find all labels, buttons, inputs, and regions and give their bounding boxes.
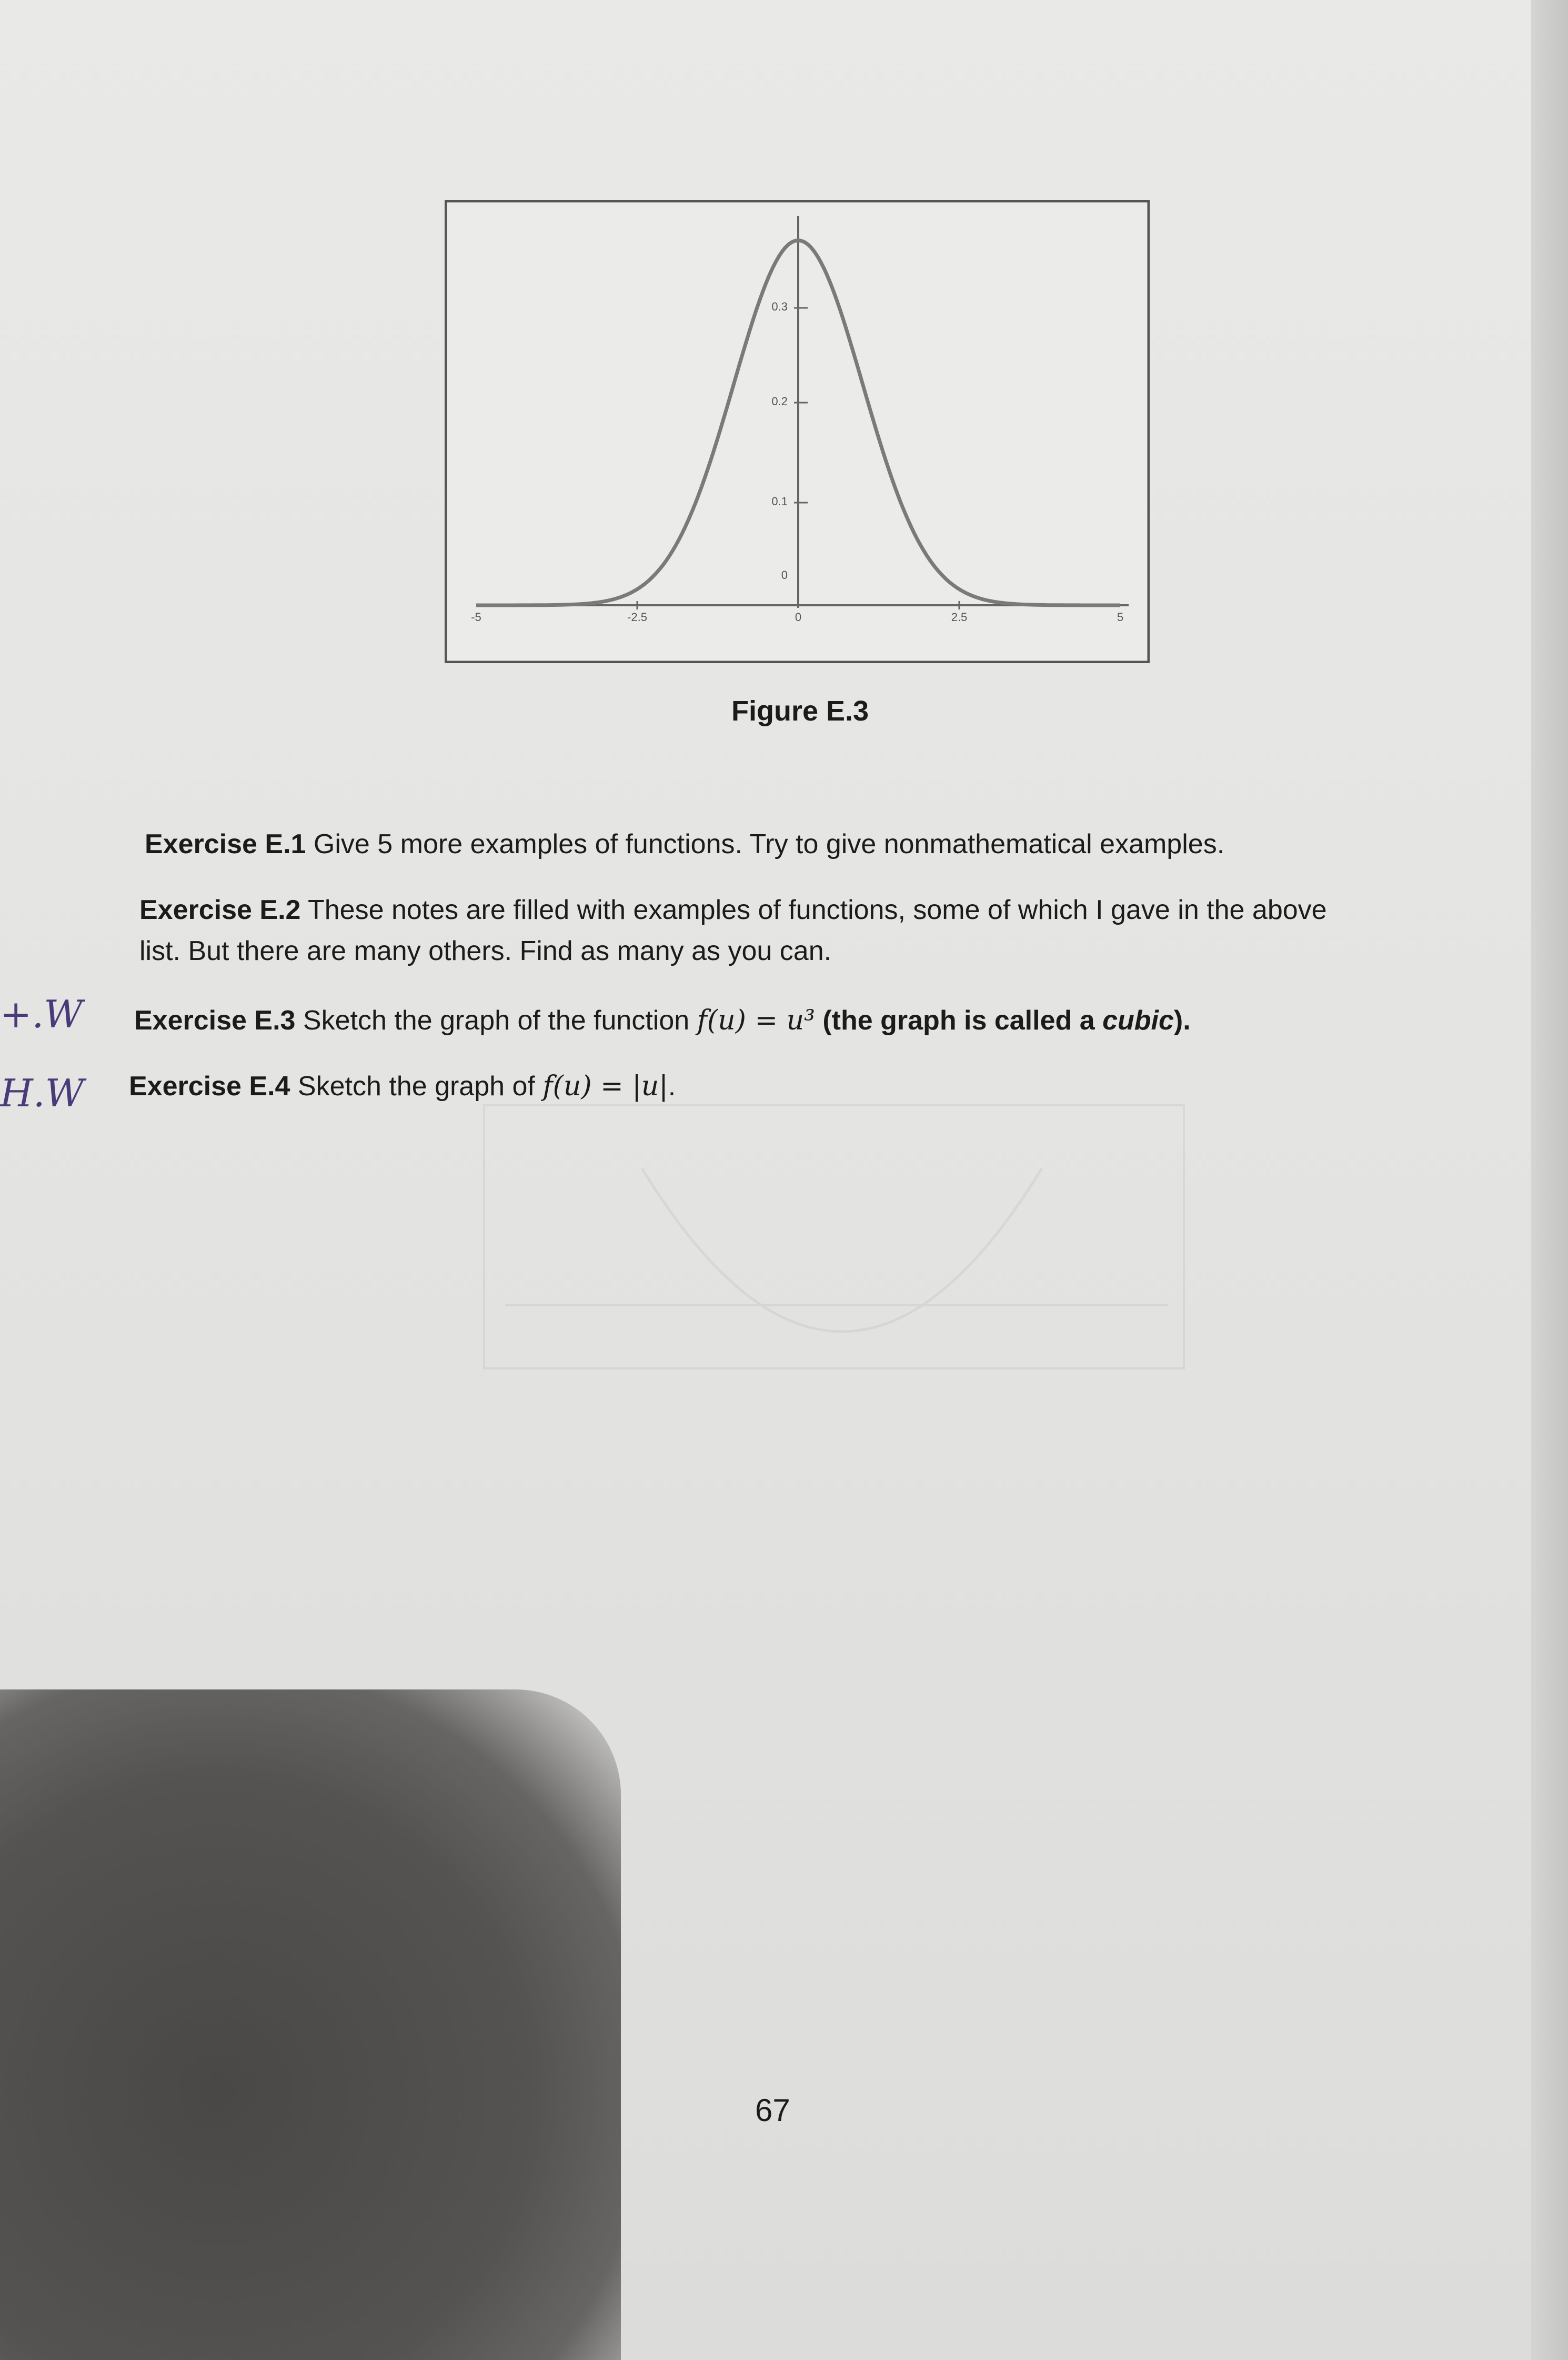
x-tick-label: 2.5: [951, 611, 968, 624]
math-expression: f(u) = |u|: [542, 1071, 668, 1102]
exercise-label: Exercise E.3: [134, 1005, 296, 1036]
page-edge: [1531, 0, 1568, 2360]
exercise-e3: [134, 1000, 1191, 1041]
gaussian-figure: [445, 200, 1150, 663]
exercise-e4: [129, 1066, 676, 1107]
bleed-through-graph: [474, 1095, 1210, 1389]
y-tick-label: 0.2: [771, 395, 788, 408]
exercise-label: Exercise E.4: [129, 1071, 290, 1102]
exercise-text: Sketch the graph of: [290, 1071, 543, 1102]
exercise-text: .: [668, 1071, 676, 1102]
emphasis-term: cubic: [1102, 1005, 1174, 1036]
exercise-e2: [139, 889, 1327, 972]
figure-caption: Figure E.3: [731, 695, 869, 727]
exercise-text: ).: [1173, 1005, 1191, 1036]
y-tick-label: 0: [781, 568, 788, 582]
math-expression: f(u) = u³: [697, 1005, 815, 1036]
exercise-text: (the graph is called a: [815, 1005, 1103, 1036]
handwritten-mark: +.W: [0, 992, 83, 1036]
x-tick-label: 5: [1117, 611, 1124, 624]
exercise-e1: [145, 824, 1224, 865]
hand-shadow: [0, 1689, 621, 2360]
exercise-text: These notes are filled with examples of functions, some of which I gave in the above: [300, 895, 1327, 925]
handwritten-mark: H.W: [0, 1071, 84, 1115]
exercise-label: Exercise E.2: [139, 895, 301, 925]
y-tick-label: 0.3: [771, 300, 788, 313]
page-number: 67: [755, 2093, 790, 2128]
exercise-text: Sketch the graph of the function: [295, 1005, 697, 1036]
x-tick-label: 0: [795, 611, 802, 624]
gaussian-plot: [445, 200, 1150, 663]
y-tick-label: 0.1: [771, 495, 788, 508]
x-tick-label: -2.5: [627, 611, 647, 624]
x-tick-label: -5: [471, 611, 481, 624]
exercise-text: Give 5 more examples of functions. Try to give nonmathematical examples.: [306, 829, 1225, 859]
exercise-label: Exercise E.1: [145, 829, 306, 859]
exercise-text-line2: list. But there are many others. Find as many as you can.: [139, 936, 832, 966]
